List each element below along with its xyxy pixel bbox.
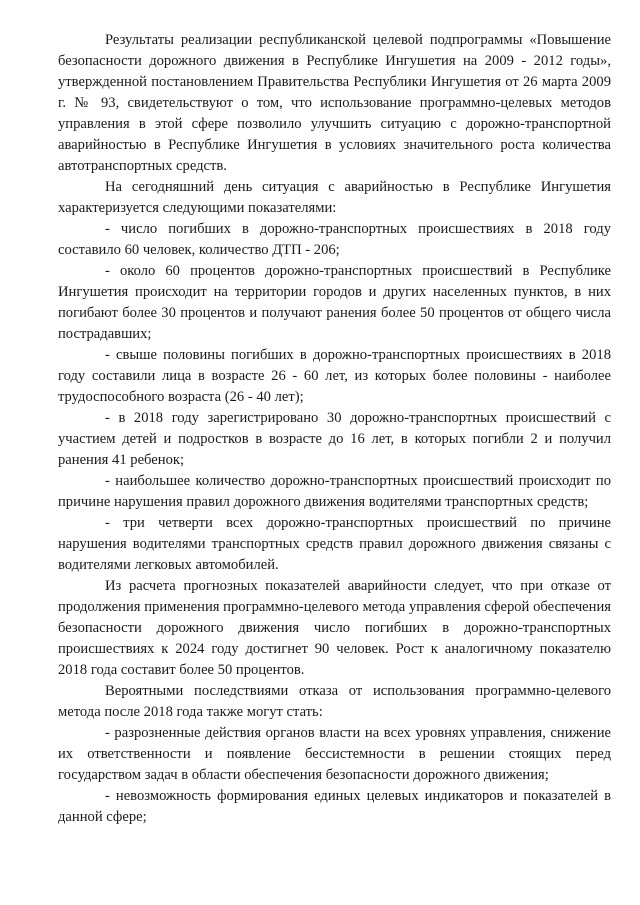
paragraph-results-subprogram: Результаты реализации республиканской целевой подпрограммы «Повышение безопасности дорожного движения в Республике Ингушетия на 2009 - 2012 годы», утвержденной постановлением Правительства Республики Ингушетия от 26 марта 2009 г. № 93, свидетельствуют о том, что использование программно-целевых методов управления в этой сфере позволило улучшить ситуацию с дорожно-транспортной аварийностью в Республике Ингушетия в условиях значительного роста количества автотранспортных средств. xyxy=(58,32,611,174)
paragraph-consequences: Вероятными последствиями отказа от использования программно-целевого метода после 2018 года также могут стать: xyxy=(58,683,611,720)
list-item-driver-violations: - наибольшее количество дорожно-транспортных происшествий происходит по причине нарушения правил дорожного движения водителями транспортных средств; xyxy=(58,473,611,510)
list-item-deaths-2018: - число погибших в дорожно-транспортных происшествиях в 2018 году составило 60 человек, количество ДТП - 206; xyxy=(58,221,611,258)
list-item-urban-accidents: - около 60 процентов дорожно-транспортных происшествий в Республике Ингушетия происходит на территории городов и других населенных пунктов, в них погибают более 30 процентов и получают ранения более 50 процентов от общего числа пострадавших; xyxy=(58,263,611,342)
paragraph-forecast: Из расчета прогнозных показателей аварийности следует, что при отказе от продолжения применения программно-целевого метода управления сферой обеспечения безопасности дорожного движения число погибших в дорожно-транспортных происшествиях к 2024 году достигнет 90 человек. Рост к аналогичному показателю 2018 года составит более 50 процентов. xyxy=(58,578,611,678)
document-page xyxy=(58,30,611,828)
list-item-age-of-victims: - свыше половины погибших в дорожно-транспортных происшествиях в 2018 году составили лица в возрасте 26 - 60 лет, из которых более половины - наиболее трудоспособного возраста (26 - 40 лет); xyxy=(58,347,611,405)
list-item-children-accidents: - в 2018 году зарегистрировано 30 дорожно-транспортных происшествий с участием детей и подростков в возрасте до 16 лет, в которых погибли 2 и получил ранения 41 ребенок; xyxy=(58,410,611,468)
paragraph-current-situation: На сегодняшний день ситуация с аварийностью в Республике Ингушетия характеризуется следующими показателями: xyxy=(58,179,611,216)
list-item-passenger-car-drivers: - три четверти всех дорожно-транспортных происшествий по причине нарушения водителями транспортных средств правил дорожного движения связаны с водителями легковых автомобилей. xyxy=(58,515,611,573)
list-item-uncoordinated-actions: - разрозненные действия органов власти на всех уровнях управления, снижение их ответственности и появление бессистемности в решении стоящих перед государством задач в области обеспечения безопасности дорожного движения; xyxy=(58,725,611,783)
list-item-unified-indicators: - невозможность формирования единых целевых индикаторов и показателей в данной сфере; xyxy=(58,788,611,825)
